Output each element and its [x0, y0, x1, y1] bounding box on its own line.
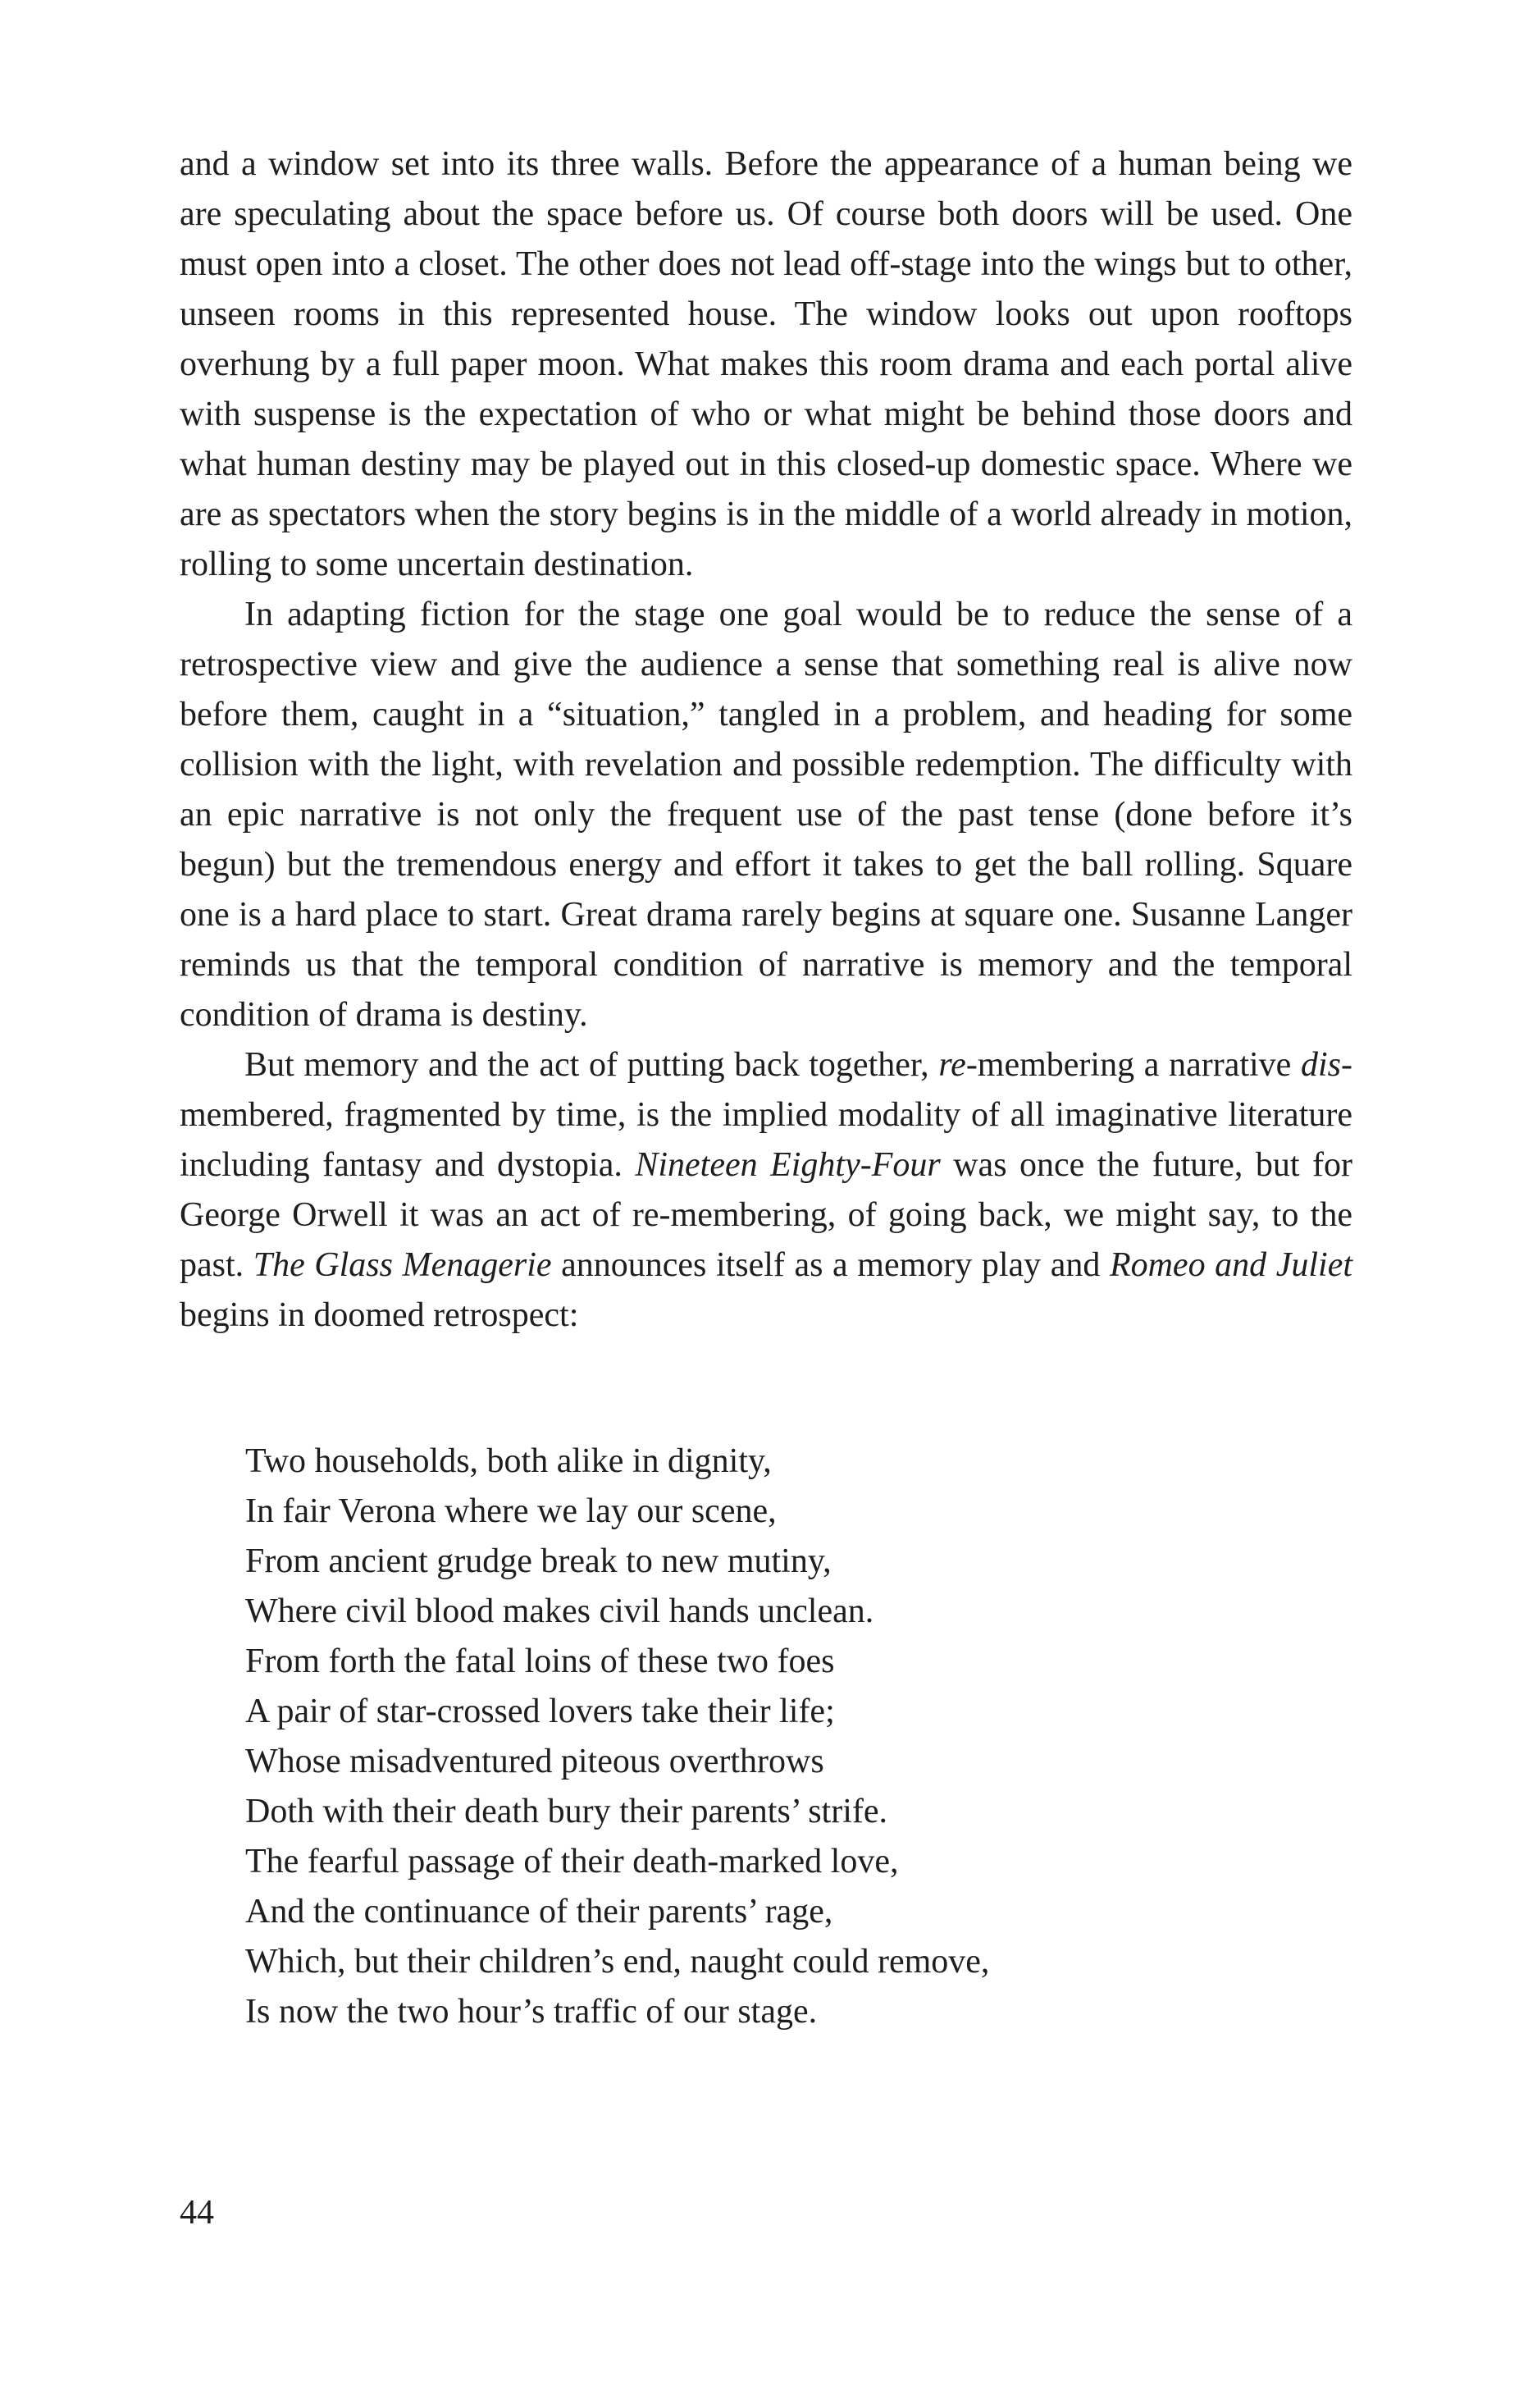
verse-line: In fair Verona where we lay our scene, — [245, 1492, 777, 1530]
page-body — [180, 139, 1352, 2037]
text-run: In adapting fiction for the stage one goal would be to reduce the sense of a retrospective view and give the audience a sense that something real is alive now before them, caught in a “situation,” tangled in a problem, and heading for some collision with the light, with revelation and possible redemption. The difficulty with an epic narrative is not only the frequent use of the past tense (done before it’s begun) but the tremendous energy and effort it takes to get the ball rolling. Square one is a hard place to start. Great drama rarely begins at square one. Susanne Langer reminds us that the temporal condition of narrative is memory and the temporal condition of drama is destiny. — [180, 596, 1352, 1034]
prose-block — [180, 139, 1352, 1341]
verse-line: From forth the fatal loins of these two foes — [245, 1643, 835, 1680]
verse-line: A pair of star-crossed lovers take their life; — [245, 1693, 835, 1730]
page-number: 44 — [180, 2194, 214, 2232]
italic-text: The Glass Menagerie — [253, 1246, 552, 1284]
verse-line: Whose misadventured piteous overthrows — [245, 1743, 824, 1780]
text-run: But memory and the act of putting back together, — [244, 1046, 939, 1084]
verse-line: Is now the two hour’s traffic of our stage. — [245, 1993, 818, 2031]
italic-text: dis — [1301, 1046, 1342, 1084]
text-run: begins in doomed retrospect: — [180, 1296, 579, 1334]
verse-line: Where civil blood makes civil hands unclean. — [245, 1592, 874, 1630]
verse-line: The fearful passage of their death-marked love, — [245, 1843, 899, 1880]
text-run: -membering a narrative — [965, 1046, 1301, 1084]
verse-line: Which, but their children’s end, naught could remove, — [245, 1943, 990, 1981]
italic-text: Nineteen Eighty-Four — [635, 1146, 941, 1184]
text-run: -membered, fragmented by time, is the implied modality of all imaginative literature including fantasy and dystopia. — [180, 1046, 1353, 1184]
paragraph — [180, 590, 1352, 1040]
paragraph — [180, 1040, 1352, 1341]
text-run: and a window set into its three walls. Before the appearance of a human being we are speculating about the space before us. Of course both doors will be used. One must open into a closet. The other does not lead off-stage into the wings but to other, unseen rooms in this represented house. The window looks out upon rooftops overhung by a full paper moon. What makes this room drama and each portal alive with suspense is the expectation of who or what might be behind those doors and what human destiny may be played out in this closed-up domestic space. Where we are as spectators when the story begins is in the middle of a world already in motion, rolling to some uncertain destination. — [180, 145, 1352, 583]
text-run: announces itself as a memory play and — [551, 1246, 1110, 1284]
verse-quotation — [245, 1437, 1352, 2037]
verse-line: And the continuance of their parents’ rage, — [245, 1893, 833, 1931]
verse-line: Doth with their death bury their parents’ strife. — [245, 1793, 887, 1830]
text-run: was once the future, but for George Orwell it was an act of re-membering, of going back, we might say, to the past. — [180, 1146, 1352, 1284]
italic-text: re — [938, 1046, 966, 1084]
paragraph — [180, 139, 1352, 590]
verse-line: From ancient grudge break to new mutiny, — [245, 1542, 832, 1580]
verse-line: Two households, both alike in dignity, — [245, 1442, 772, 1480]
italic-text: Romeo and Juliet — [1109, 1246, 1353, 1284]
